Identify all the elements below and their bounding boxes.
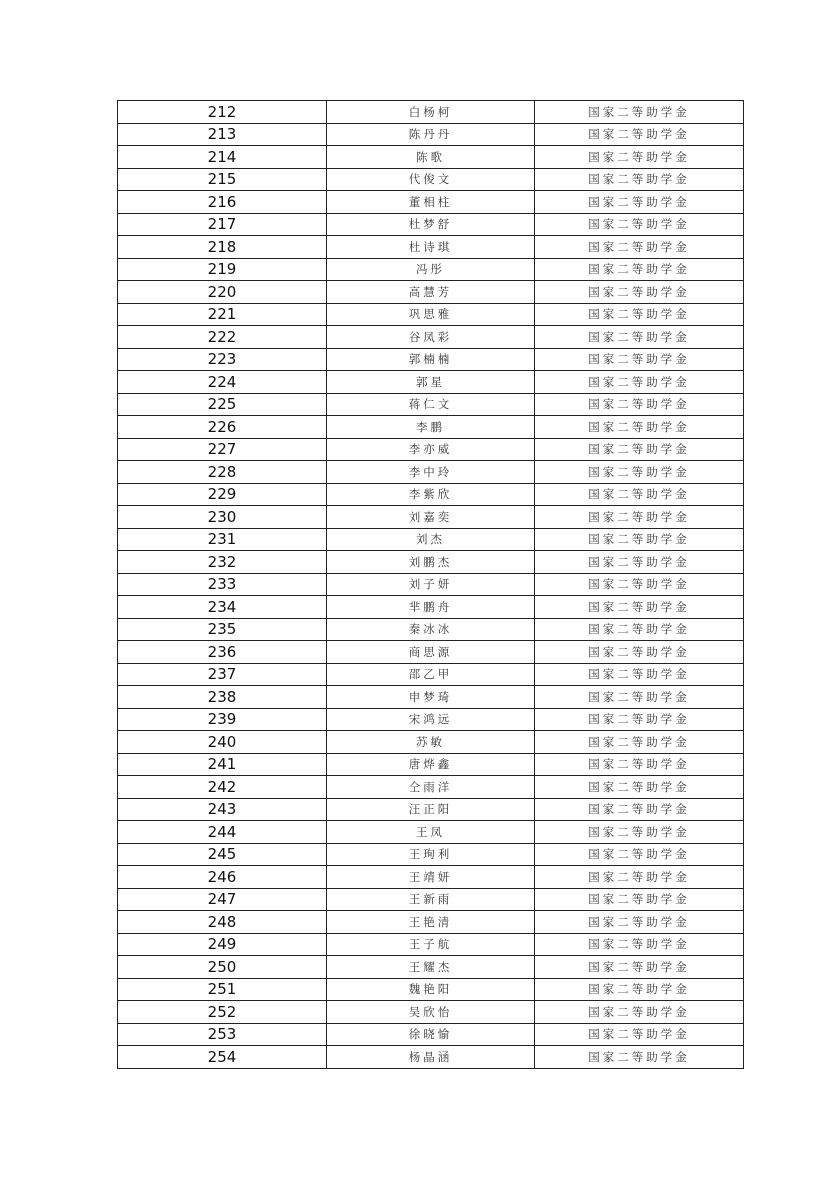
student-name-cell: 王耀杰	[327, 956, 535, 979]
student-name-cell: 李鹏	[327, 416, 535, 439]
award-type-cell: 国家二等助学金	[535, 506, 744, 529]
row-number-cell: 253	[118, 1023, 327, 1046]
table-row	[118, 753, 744, 776]
table-row	[118, 303, 744, 326]
row-number-cell: 217	[118, 213, 327, 236]
row-number-cell: 227	[118, 438, 327, 461]
table-row	[118, 191, 744, 214]
row-number-cell: 246	[118, 866, 327, 889]
row-number-cell: 224	[118, 371, 327, 394]
award-type-cell: 国家二等助学金	[535, 776, 744, 799]
student-name-cell: 刘鹏杰	[327, 551, 535, 574]
award-type-cell: 国家二等助学金	[535, 371, 744, 394]
table-row	[118, 506, 744, 529]
row-number-cell: 247	[118, 888, 327, 911]
row-number-cell: 244	[118, 821, 327, 844]
award-type-cell: 国家二等助学金	[535, 956, 744, 979]
row-number-cell: 231	[118, 528, 327, 551]
row-number-cell: 225	[118, 393, 327, 416]
award-type-cell: 国家二等助学金	[535, 888, 744, 911]
student-name-cell: 刘嘉奕	[327, 506, 535, 529]
award-type-cell: 国家二等助学金	[535, 978, 744, 1001]
award-type-cell: 国家二等助学金	[535, 708, 744, 731]
table-row	[118, 168, 744, 191]
table-row	[118, 641, 744, 664]
student-name-cell: 芈鹏舟	[327, 596, 535, 619]
table-row	[118, 911, 744, 934]
award-type-cell: 国家二等助学金	[535, 213, 744, 236]
award-type-cell: 国家二等助学金	[535, 416, 744, 439]
table-row	[118, 843, 744, 866]
award-type-cell: 国家二等助学金	[535, 1023, 744, 1046]
award-type-cell: 国家二等助学金	[535, 933, 744, 956]
row-number-cell: 222	[118, 326, 327, 349]
row-number-cell: 245	[118, 843, 327, 866]
student-name-cell: 邵乙甲	[327, 663, 535, 686]
student-name-cell: 杜梦舒	[327, 213, 535, 236]
table-row	[118, 956, 744, 979]
student-name-cell: 申梦琦	[327, 686, 535, 709]
student-name-cell: 郭星	[327, 371, 535, 394]
table-row	[118, 978, 744, 1001]
table-row	[118, 528, 744, 551]
student-name-cell: 冯彤	[327, 258, 535, 281]
table-row	[118, 686, 744, 709]
row-number-cell: 241	[118, 753, 327, 776]
award-type-cell: 国家二等助学金	[535, 573, 744, 596]
student-name-cell: 白杨柯	[327, 101, 535, 124]
student-name-cell: 王艳清	[327, 911, 535, 934]
row-number-cell: 234	[118, 596, 327, 619]
award-type-cell: 国家二等助学金	[535, 1046, 744, 1069]
award-type-cell: 国家二等助学金	[535, 303, 744, 326]
row-number-cell: 221	[118, 303, 327, 326]
table-row	[118, 866, 744, 889]
student-name-cell: 董相柱	[327, 191, 535, 214]
row-number-cell: 220	[118, 281, 327, 304]
award-type-cell: 国家二等助学金	[535, 528, 744, 551]
row-number-cell: 223	[118, 348, 327, 371]
student-name-cell: 商思源	[327, 641, 535, 664]
award-type-cell: 国家二等助学金	[535, 843, 744, 866]
student-name-cell: 王凤	[327, 821, 535, 844]
table-row	[118, 393, 744, 416]
award-type-cell: 国家二等助学金	[535, 821, 744, 844]
table-row	[118, 1001, 744, 1024]
award-type-cell: 国家二等助学金	[535, 123, 744, 146]
award-type-cell: 国家二等助学金	[535, 146, 744, 169]
table-row	[118, 618, 744, 641]
row-number-cell: 251	[118, 978, 327, 1001]
row-number-cell: 218	[118, 236, 327, 259]
table-row	[118, 551, 744, 574]
student-name-cell: 王靖妍	[327, 866, 535, 889]
student-name-cell: 汪正阳	[327, 798, 535, 821]
student-name-cell: 代俊文	[327, 168, 535, 191]
scholarship-roster-table	[117, 100, 744, 1069]
award-type-cell: 国家二等助学金	[535, 731, 744, 754]
row-number-cell: 219	[118, 258, 327, 281]
student-name-cell: 刘杰	[327, 528, 535, 551]
row-number-cell: 252	[118, 1001, 327, 1024]
award-type-cell: 国家二等助学金	[535, 911, 744, 934]
row-number-cell: 249	[118, 933, 327, 956]
row-number-cell: 236	[118, 641, 327, 664]
row-number-cell: 240	[118, 731, 327, 754]
award-type-cell: 国家二等助学金	[535, 168, 744, 191]
student-name-cell: 王子航	[327, 933, 535, 956]
award-type-cell: 国家二等助学金	[535, 618, 744, 641]
table-row	[118, 933, 744, 956]
row-number-cell: 212	[118, 101, 327, 124]
award-type-cell: 国家二等助学金	[535, 191, 744, 214]
student-name-cell: 杨晶涵	[327, 1046, 535, 1069]
student-name-cell: 陈歌	[327, 146, 535, 169]
row-number-cell: 228	[118, 461, 327, 484]
student-name-cell: 郭楠楠	[327, 348, 535, 371]
student-name-cell: 陈丹丹	[327, 123, 535, 146]
award-type-cell: 国家二等助学金	[535, 326, 744, 349]
row-number-cell: 254	[118, 1046, 327, 1069]
student-name-cell: 仝雨洋	[327, 776, 535, 799]
table-row	[118, 213, 744, 236]
table-row	[118, 798, 744, 821]
row-number-cell: 248	[118, 911, 327, 934]
student-name-cell: 刘子妍	[327, 573, 535, 596]
row-number-cell: 213	[118, 123, 327, 146]
award-type-cell: 国家二等助学金	[535, 483, 744, 506]
table-row	[118, 1046, 744, 1069]
row-number-cell: 243	[118, 798, 327, 821]
award-type-cell: 国家二等助学金	[535, 348, 744, 371]
award-type-cell: 国家二等助学金	[535, 663, 744, 686]
row-number-cell: 230	[118, 506, 327, 529]
row-number-cell: 215	[118, 168, 327, 191]
student-name-cell: 王珣利	[327, 843, 535, 866]
table-row	[118, 371, 744, 394]
row-number-cell: 226	[118, 416, 327, 439]
table-row	[118, 461, 744, 484]
award-type-cell: 国家二等助学金	[535, 393, 744, 416]
row-number-cell: 238	[118, 686, 327, 709]
award-type-cell: 国家二等助学金	[535, 281, 744, 304]
table-row	[118, 146, 744, 169]
student-name-cell: 魏艳阳	[327, 978, 535, 1001]
award-type-cell: 国家二等助学金	[535, 798, 744, 821]
roster-body	[118, 101, 744, 1069]
award-type-cell: 国家二等助学金	[535, 596, 744, 619]
table-row	[118, 821, 744, 844]
award-type-cell: 国家二等助学金	[535, 866, 744, 889]
row-number-cell: 239	[118, 708, 327, 731]
table-row	[118, 123, 744, 146]
row-number-cell: 235	[118, 618, 327, 641]
row-number-cell: 229	[118, 483, 327, 506]
award-type-cell: 国家二等助学金	[535, 641, 744, 664]
table-row	[118, 776, 744, 799]
student-name-cell: 李中玲	[327, 461, 535, 484]
student-name-cell: 李亦威	[327, 438, 535, 461]
table-row	[118, 438, 744, 461]
table-row	[118, 483, 744, 506]
student-name-cell: 蒋仁文	[327, 393, 535, 416]
student-name-cell: 宋鸿远	[327, 708, 535, 731]
row-number-cell: 237	[118, 663, 327, 686]
table-row	[118, 596, 744, 619]
table-row	[118, 258, 744, 281]
row-number-cell: 216	[118, 191, 327, 214]
table-row	[118, 101, 744, 124]
student-name-cell: 吴欣怡	[327, 1001, 535, 1024]
table-row	[118, 281, 744, 304]
row-number-cell: 232	[118, 551, 327, 574]
student-name-cell: 巩思雅	[327, 303, 535, 326]
award-type-cell: 国家二等助学金	[535, 236, 744, 259]
row-number-cell: 214	[118, 146, 327, 169]
table-row	[118, 326, 744, 349]
award-type-cell: 国家二等助学金	[535, 438, 744, 461]
student-name-cell: 苏敏	[327, 731, 535, 754]
student-name-cell: 高慧芳	[327, 281, 535, 304]
table-row	[118, 236, 744, 259]
table-row	[118, 663, 744, 686]
award-type-cell: 国家二等助学金	[535, 461, 744, 484]
student-name-cell: 李紫欣	[327, 483, 535, 506]
award-type-cell: 国家二等助学金	[535, 753, 744, 776]
row-number-cell: 250	[118, 956, 327, 979]
table-row	[118, 573, 744, 596]
student-name-cell: 谷凤彩	[327, 326, 535, 349]
student-name-cell: 秦冰冰	[327, 618, 535, 641]
student-name-cell: 王新雨	[327, 888, 535, 911]
award-type-cell: 国家二等助学金	[535, 101, 744, 124]
table-row	[118, 416, 744, 439]
student-name-cell: 徐晓愉	[327, 1023, 535, 1046]
award-type-cell: 国家二等助学金	[535, 551, 744, 574]
table-row	[118, 708, 744, 731]
student-name-cell: 唐烨鑫	[327, 753, 535, 776]
award-type-cell: 国家二等助学金	[535, 258, 744, 281]
award-type-cell: 国家二等助学金	[535, 686, 744, 709]
row-number-cell: 233	[118, 573, 327, 596]
award-type-cell: 国家二等助学金	[535, 1001, 744, 1024]
student-name-cell: 杜诗琪	[327, 236, 535, 259]
table-row	[118, 1023, 744, 1046]
table-row	[118, 348, 744, 371]
table-row	[118, 888, 744, 911]
row-number-cell: 242	[118, 776, 327, 799]
table-row	[118, 731, 744, 754]
